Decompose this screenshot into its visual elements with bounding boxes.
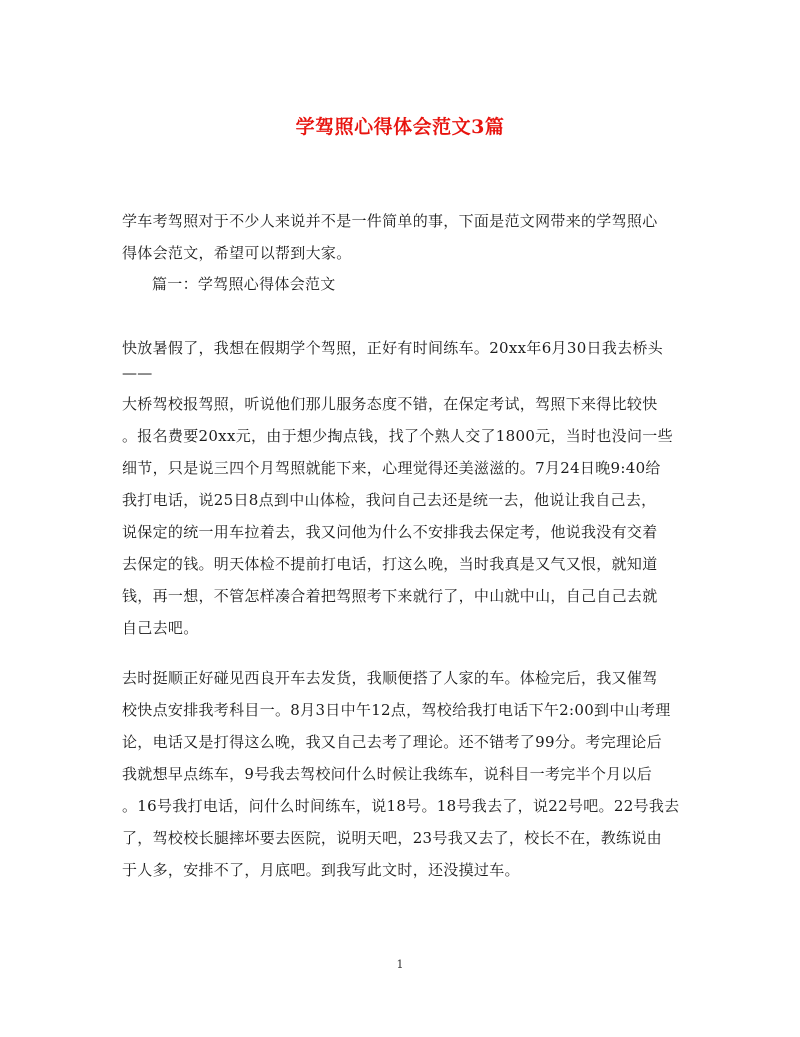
intro-line: 得体会范文，希望可以帮到大家。: [122, 244, 352, 262]
paragraph-line: 我就想早点练车，9号我去驾校问什么时候让我练车，说科目一考完半个月以后: [122, 765, 653, 783]
paragraph-line: 了，驾校校长腿摔坏要去医院，说明天吧，23号我又去了，校长不在，教练说由: [122, 829, 662, 847]
paragraph-line: 细节，只是说三四个月驾照就能下来，心理觉得还美滋滋的。7月24日晚9:40给: [122, 459, 661, 477]
paragraph-line: 我打电话，说25日8点到中山体检，我问自己去还是统一去，他说让我自己去，: [122, 491, 657, 509]
intro-paragraph: [122, 205, 682, 269]
paragraph-line: ——: [122, 364, 153, 382]
document-title: 学驾照心得体会范文3篇: [295, 116, 505, 138]
intro-line: 学车考驾照对于不少人来说并不是一件简单的事，下面是范文网带来的学驾照心: [122, 212, 658, 230]
paragraph-line: 去时挺顺正好碰见西良开车去发货，我顺便搭了人家的车。体检完后，我又催驾: [122, 669, 658, 687]
section-heading: [122, 268, 682, 300]
paragraph-line: 快放暑假了，我想在假期学个驾照，正好有时间练车。20xx年6月30日我去桥头: [122, 339, 664, 357]
page-number: 1: [396, 958, 404, 971]
paragraph-line: 去保定的钱。明天体检不提前打电话，打这么晚，当时我真是又气又恨，就知道: [122, 555, 658, 573]
paragraph-line: 自己去吧。: [122, 619, 199, 637]
paragraph-2: [122, 662, 682, 886]
paragraph-line: 于人多，安排不了，月底吧。到我写此文时，还没摸过车。: [122, 861, 520, 879]
paragraph-line: 大桥驾校报驾照，听说他们那儿服务态度不错，在保定考试，驾照下来得比较快: [122, 395, 658, 413]
paragraph-line: 论，电话又是打得这么晚，我又自己去考了理论。还不错考了99分。考完理论后: [122, 733, 662, 751]
paragraph-line: 钱，再一想，不管怎样凑合着把驾照考下来就行了，中山就中山，自己自己去就: [122, 587, 658, 605]
paragraph-line: 。报名费要20xx元，由于想少掏点钱，找了个熟人交了1800元，当时也没问一些: [122, 427, 673, 445]
paragraph-line: 说保定的统一用车拉着去，我又问他为什么不安排我去保定考，他说我没有交着: [122, 523, 658, 541]
section-heading-text: 篇一：学驾照心得体会范文: [152, 275, 336, 293]
paragraph-line: 。16号我打电话，问什么时间练车，说18号。18号我去了，说22号吧。22号我去: [122, 797, 680, 815]
paragraph-1: [122, 332, 682, 644]
paragraph-line: 校快点安排我考科目一。8月3日中午12点，驾校给我打电话下午2:00到中山考理: [122, 701, 671, 719]
